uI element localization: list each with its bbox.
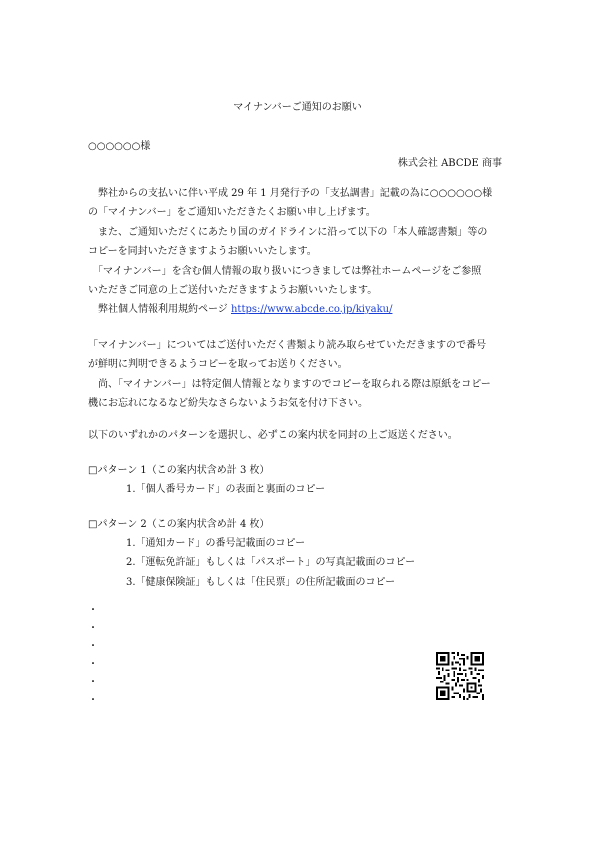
bullet: ・ (88, 605, 98, 616)
paragraph-3-line-1: 「マイナンバー」を含む個人情報の取り扱いにつきましては弊社ホームページをご参照 (88, 266, 482, 277)
paragraph-5-line-1: 尚、「マイナンバー」は特定個人情報となりますのでコピーを取られる際は原紙をコピー (88, 379, 491, 390)
document-title: マイナンバーご通知のお願い (233, 102, 362, 113)
paragraph-4-line-1: 「マイナンバー」についてはご送付いただく書類より読み取らせていただきますので番号 (88, 340, 487, 351)
paragraph-4-line-2: が鮮明に判明できるようコピーを取ってお送りください。 (88, 359, 348, 370)
paragraph-1-line-2: の「マイナンバー」をご通知いただきたくお願い申し上げます。 (88, 207, 376, 218)
paragraph-2-line-2: コピーを同封いただきますようお願いいたします。 (88, 246, 317, 257)
pattern-1-item: 1.「個人番号カード」の表面と裏面のコピー (126, 484, 326, 495)
bullet: ・ (88, 677, 98, 688)
policy-line (88, 303, 392, 316)
qr-code-icon[interactable] (436, 652, 484, 700)
bullet: ・ (88, 641, 98, 652)
paragraph-2-line-1: また、ご通知いただくにあたり国のガイドラインに沿って以下の「本人確認書類」等の (88, 227, 488, 238)
pattern-2-item: 2.「運転免許証」もしくは「パスポート」の写真記載面のコピー (126, 557, 416, 568)
policy-label: 弊社個人情報利用規約ページ (88, 304, 231, 315)
pattern-2-item: 3.「健康保険証」もしくは「住民票」の住所記載面のコピー (126, 577, 396, 588)
bullet: ・ (88, 659, 98, 670)
paragraph-3-line-2: いただきご同意の上ご送付いただきますようお願いいたします。 (88, 285, 378, 296)
policy-link[interactable]: https://www.abcde.co.jp/kiyaku/ (230, 304, 393, 315)
instruction-text: 以下のいずれかのパターンを選択し、必ずこの案内状を同封の上ご返送ください。 (88, 430, 458, 441)
sender-company: 株式会社 ABCDE 商事 (397, 158, 502, 169)
bullet: ・ (88, 695, 98, 706)
pattern-2-option[interactable]: □パターン 2（この案内状含め計 4 枚） (88, 519, 270, 530)
recipient-name: ○○○○○○様 (88, 141, 151, 152)
paragraph-1-line-1: 弊社からの支払いに伴い平成 29 年 1 月発行予の「支払調書」記載の為に○○○○○○様 (88, 188, 493, 199)
paragraph-5-line-2: 機にお忘れになるなど紛失なさらないようお気を付け下さい。 (88, 398, 368, 409)
bullet: ・ (88, 623, 98, 634)
pattern-2-item: 1.「通知カード」の番号記載面のコピー (126, 538, 306, 549)
pattern-1-option[interactable]: □パターン 1（この案内状含め計 3 枚） (88, 465, 270, 476)
